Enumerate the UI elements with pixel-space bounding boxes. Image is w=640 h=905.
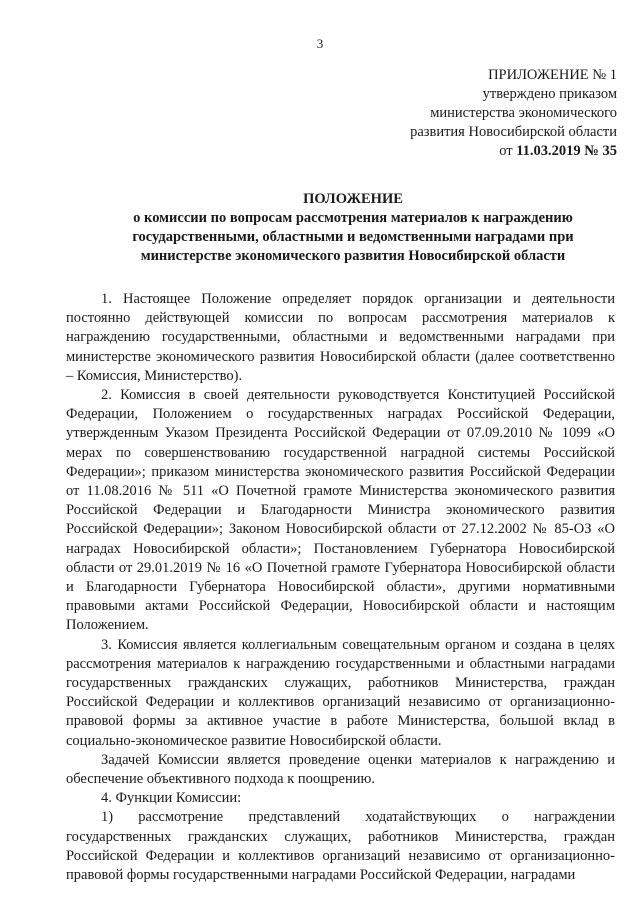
title-line-1: о комиссии по вопросам рассмотрения материалов к награждению xyxy=(133,210,573,226)
appendix-block xyxy=(410,66,617,161)
appendix-title: ПРИЛОЖЕНИЕ № 1 xyxy=(488,67,617,83)
paragraph-3: 3. Комиссия является коллегиальным совещательным органом и создана в целях рассмотрения материалов к награждению государственными и областными наградами государственных гражданских служащих, работников Министерства, граждан Российской Федерации и коллективов организаций независимо от организационно-правовой формы за активное участие в работе Министерства, большой вклад в социально-экономическое развитие Новосибирской области. xyxy=(66,636,615,749)
appendix-region-line: развития Новосибирской области xyxy=(410,124,617,140)
appendix-date-prefix: от xyxy=(499,143,517,159)
page-number: 3 xyxy=(316,36,324,51)
appendix-date-value: 11.03.2019 № 35 xyxy=(516,143,617,159)
paragraph-task: Задачей Комиссии является проведение оценки материалов к награждению и обеспечение объективного подхода к поощрению. xyxy=(66,751,615,788)
appendix-ministry-line: министерства экономического xyxy=(430,105,617,121)
document-body xyxy=(66,290,615,885)
title-line-2: государственными, областными и ведомственными наградами при xyxy=(132,229,574,245)
document-title xyxy=(96,190,610,266)
paragraph-2: 2. Комиссия в своей деятельности руководствуется Конституцией Российской Федерации, Положением о государственных наградах Российской Федерации, утвержденным Указом Президента Российской Федерации от 07.09.2010 № 1099 «О мерах по совершенствованию государственной наградной системы Российской Федерации»; приказом министерства экономического развития Российской Федерации от 11.08.2016 № 511 «О Почетной грамоте Министерства экономического развития Российской Федерации и Благодарности Министра экономического развития Российской Федерации»; Законом Новосибирской области от 27.12.2002 № 85-ОЗ «О наградах Новосибирской области»; Постановлением Губернатора Новосибирской области от 29.01.2019 № 16 «О Почетной грамоте Губернатора Новосибирской области и Благодарности Губернатора Новосибирской области», другими нормативными правовыми актами Российской Федерации, Новосибирской области и настоящим Положением. xyxy=(66,387,615,634)
paragraph-4-1: 1) рассмотрение представлений ходатайствующих о награждении государственных гражданских служащих, работников Министерства, граждан Российской Федерации и коллективов организаций независимо от организационно-правовой формы государственными наградами Российской Федерации, наградами xyxy=(66,809,615,884)
paragraph-1: 1. Настоящее Положение определяет порядок организации и деятельности постоянно действующей комиссии по вопросам рассмотрения материалов к награждению государственными, областными и ведомственными наградами при министерстве экономического развития Новосибирской области (далее соответственно – Комиссия, Министерство). xyxy=(66,291,615,384)
paragraph-4: 4. Функции Комиссии: xyxy=(101,790,242,807)
title-line-3: министерстве экономического развития Новосибирской области xyxy=(140,248,566,264)
appendix-approved-line: утверждено приказом xyxy=(482,86,617,102)
title-heading: ПОЛОЖЕНИЕ xyxy=(303,191,403,207)
appendix-date-line xyxy=(410,142,617,161)
